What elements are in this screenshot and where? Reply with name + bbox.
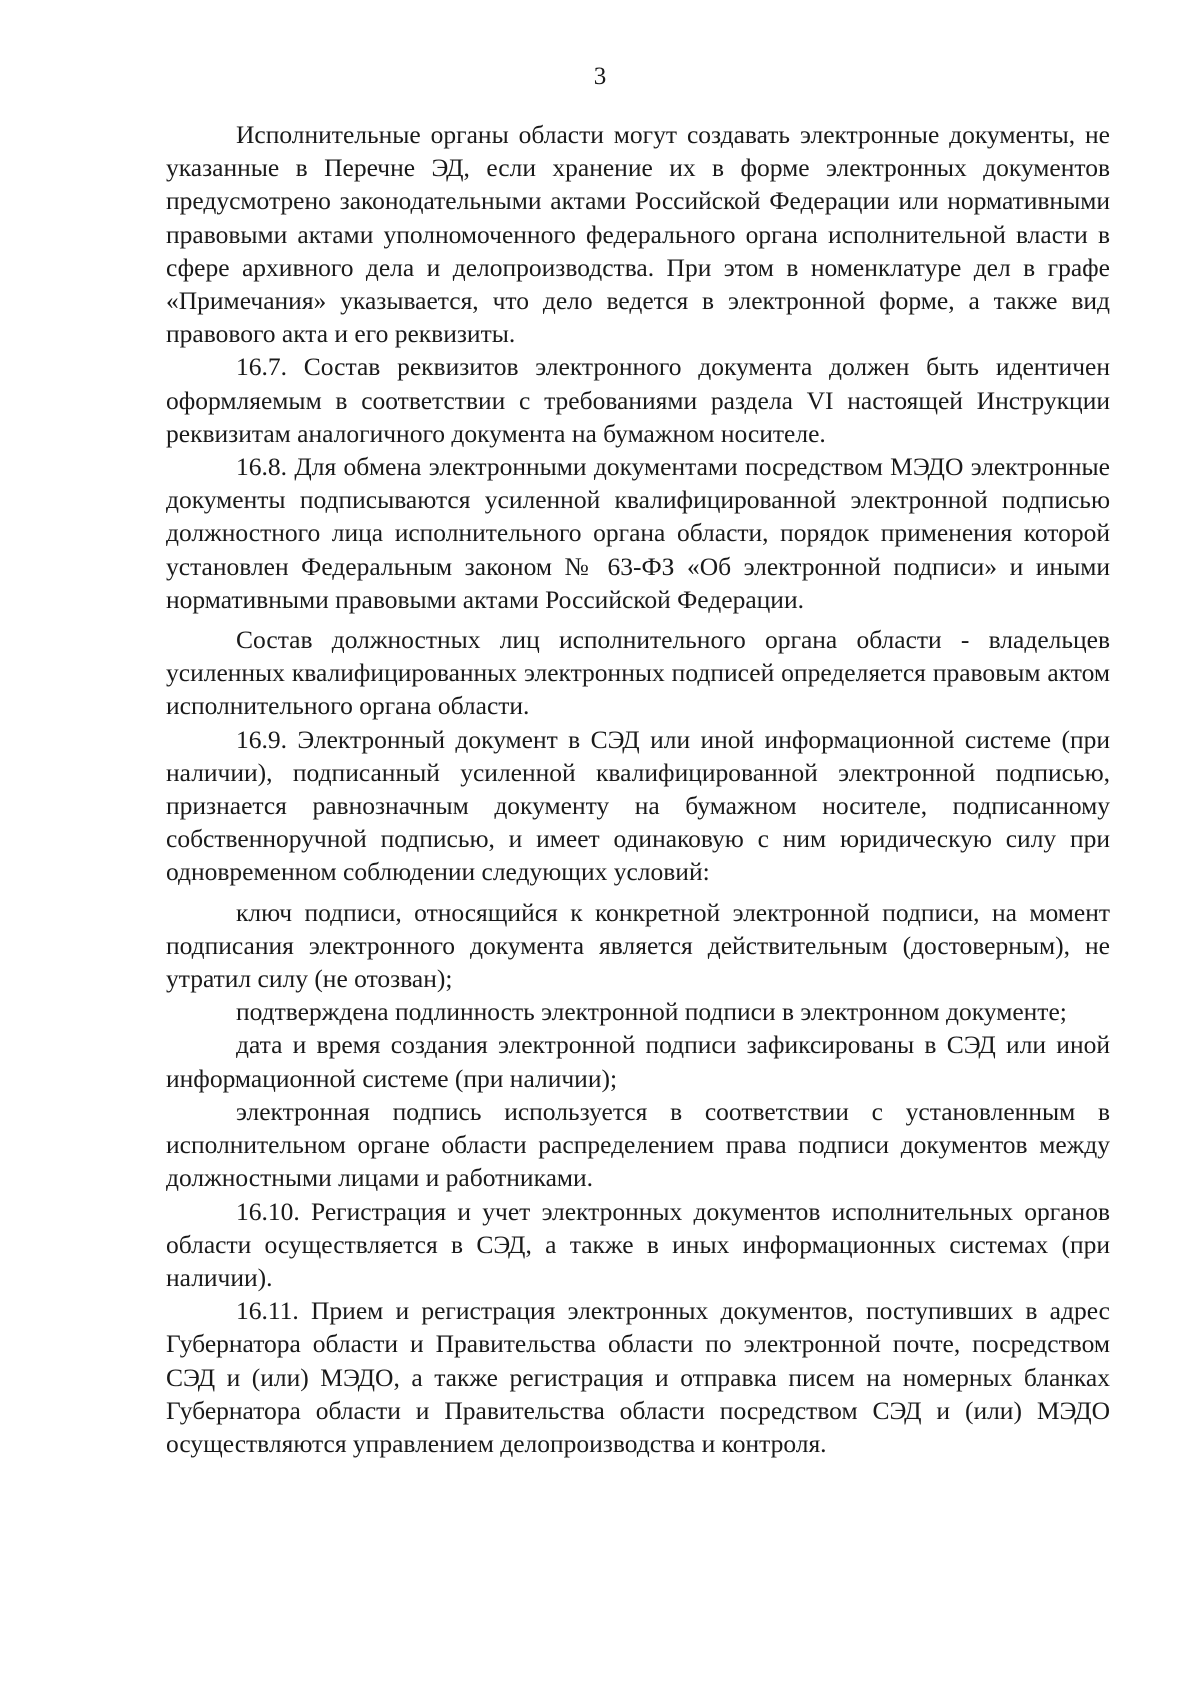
paragraph-16-11: 16.11. Прием и регистрация электронных документов, поступивших в адрес Губернатора области и Правительства области по электронной почте, посредством СЭД и (или) МЭДО, а также регистрация и отправка писем на номерных бланках Губернатора области и Правительства области посредством СЭД и (или) МЭДО осуществляются управлением делопроизводства и контроля. (166, 1296, 1110, 1458)
paragraph-16-10: 16.10. Регистрация и учет электронных документов исполнительных органов области осуществляется в СЭД, а также в иных информационных системах (при наличии). (166, 1196, 1110, 1292)
paragraph-16-9: 16.9. Электронный документ в СЭД или иной информационной системе (при наличии), подписанный усиленной квалифицированной электронной подписью, признается равнозначным документу на бумажном носителе, подписанному собственноручной подписью, и имеет одинаковую с ним юридическую силу при одновременном соблюдении следующих условий: (166, 724, 1110, 887)
paragraph-electronic-documents-creation: Исполнительные органы области могут создавать электронные документы, не указанные в Перечне ЭД, если хранение их в форме электронных документов предусмотрено законодательными актами Российской Федерации или нормативными правовыми актами уполномоченного федерального органа исполнительной власти в сфере архивного дела и делопроизводства. При этом в номенклатуре дел в графе «Примечания» указывается, что дело ведется в электронной форме, а также вид правового акта и его реквизиты. (166, 120, 1110, 349)
list-item-date-time: дата и время создания электронной подписи зафиксированы в СЭД или иной информационной системе (при наличии); (166, 1030, 1110, 1093)
list-item-distribution: электронная подпись используется в соответствии с установленным в исполнительном органе области распределением права подписи документов между должностными лицами и работниками. (166, 1096, 1110, 1193)
list-item-signature-key: ключ подписи, относящийся к конкретной электронной подписи, на момент подписания электронного документа является действительным (достоверным), не утратил силу (не отозван); (166, 897, 1110, 994)
paragraph-16-7: 16.7. Состав реквизитов электронного документа должен быть идентичен оформляемым в соответствии с требованиями раздела VI настоящей Инструкции реквизитам аналогичного документа на бумажном носителе. (166, 352, 1110, 448)
list-item-authenticity: подтверждена подлинность электронной подписи в электронном документе; (236, 997, 1067, 1027)
page-number: 3 (593, 63, 607, 90)
document-body (166, 118, 1110, 1460)
paragraph-officials-composition: Состав должностных лиц исполнительного органа области - владельцев усиленных квалифицированных электронных подписей определяется правовым актом исполнительного органа области. (166, 625, 1110, 721)
paragraph-16-8: 16.8. Для обмена электронными документами посредством МЭДО электронные документы подписываются усиленной квалифицированной электронной подписью должностного лица исполнительного органа области, порядок применения которой установлен Федеральным законом № 63-ФЗ «Об электронной подписи» и иными нормативными правовыми актами Российской Федерации. (166, 452, 1110, 614)
